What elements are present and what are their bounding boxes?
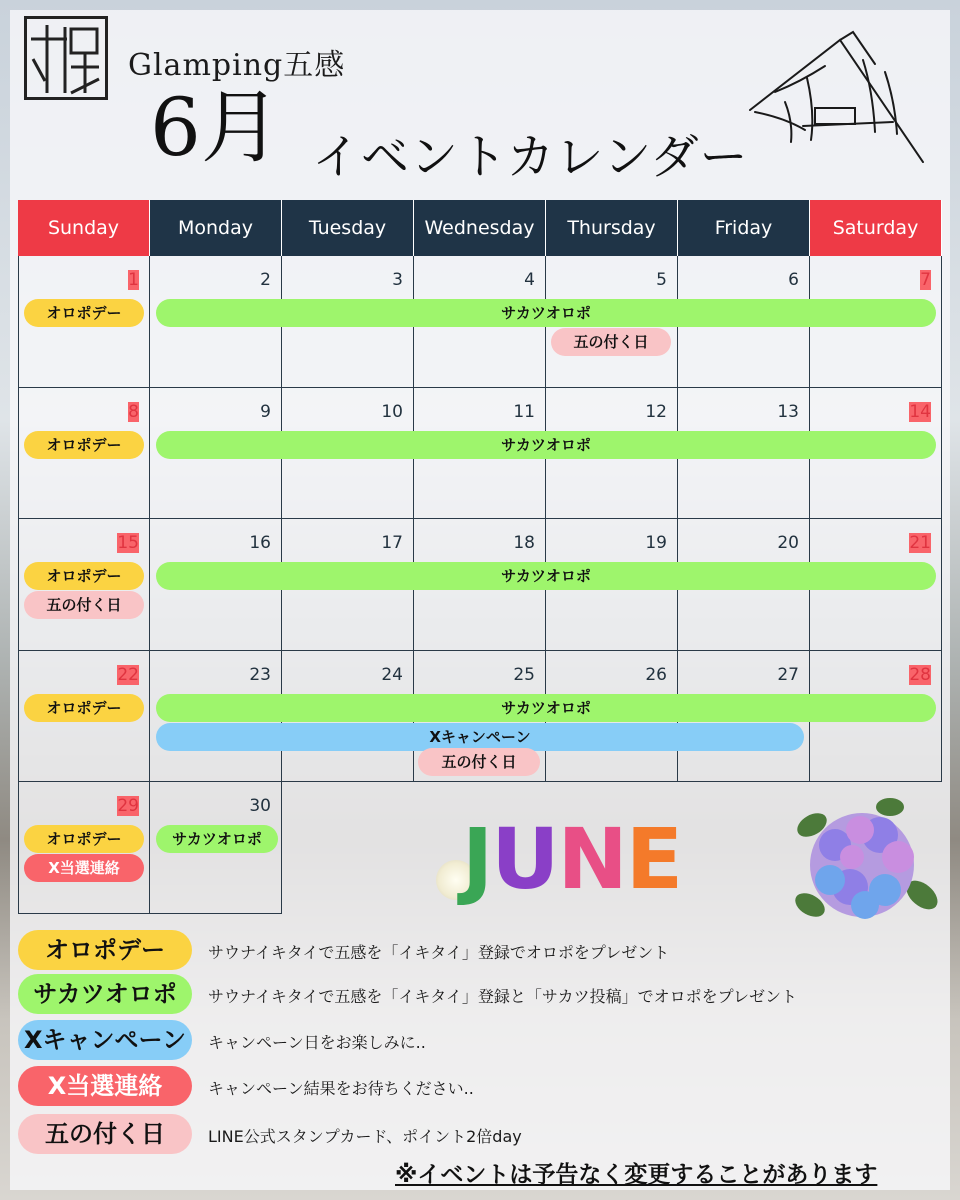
day-number: 14 — [909, 401, 931, 422]
june-letter: E — [625, 810, 682, 908]
day-number: 4 — [524, 270, 535, 290]
weekday-header-saturday: Saturday — [810, 200, 942, 256]
day-number: 22 — [117, 664, 139, 685]
event-pill[interactable]: オロポデー — [24, 562, 144, 590]
june-letter: J — [462, 810, 492, 908]
day-number: 16 — [249, 533, 271, 553]
event-pill[interactable]: 五の付く日 — [418, 748, 540, 776]
day-number: 25 — [513, 664, 535, 685]
day-number: 23 — [249, 664, 271, 685]
weekday-header-wednesday: Wednesday — [414, 200, 546, 256]
event-pill[interactable]: サカツオロポ — [156, 431, 936, 459]
day-number: 17 — [381, 533, 403, 553]
event-pill[interactable]: オロポデー — [24, 431, 144, 459]
day-number: 28 — [909, 664, 931, 685]
day-number: 15 — [117, 533, 139, 553]
day-number: 19 — [645, 533, 667, 553]
event-pill[interactable]: オロポデー — [24, 299, 144, 327]
legend-badge: Xキャンペーン — [18, 1020, 192, 1060]
legend-badge: X当選連絡 — [18, 1066, 192, 1106]
calendar-subtitle: イベントカレンダー — [312, 129, 749, 185]
day-number: 24 — [381, 664, 403, 685]
june-letter: U — [491, 810, 558, 908]
event-pill[interactable]: 五の付く日 — [24, 591, 144, 619]
day-number: 10 — [381, 401, 403, 422]
day-number: 6 — [788, 270, 799, 290]
legend-badge: オロポデー — [18, 930, 192, 970]
legend-badge: サカツオロポ — [18, 974, 192, 1014]
change-notice: ※イベントは予告なく変更することがあります — [395, 1162, 878, 1188]
legend-description: サウナイキタイで五感を「イキタイ」登録と「サカツ投稿」でオロポをプレゼント — [208, 987, 797, 1006]
weekday-header-tuesday: Tuesday — [282, 200, 414, 256]
legend-badge: 五の付く日 — [18, 1114, 192, 1154]
day-number: 21 — [909, 533, 931, 553]
logo-mark-icon — [27, 19, 105, 97]
event-pill[interactable]: 五の付く日 — [551, 328, 671, 356]
legend-description: サウナイキタイで五感を「イキタイ」登録でオロポをプレゼント — [208, 943, 670, 962]
day-number: 8 — [128, 401, 139, 422]
legend-description: キャンペーン結果をお待ちください.. — [208, 1079, 474, 1098]
day-number: 9 — [260, 401, 271, 422]
weekday-header-thursday: Thursday — [546, 200, 678, 256]
event-pill[interactable]: サカツオロポ — [156, 694, 936, 722]
day-number: 30 — [249, 796, 271, 816]
day-number: 29 — [117, 796, 139, 816]
day-number: 1 — [128, 270, 139, 290]
event-pill[interactable]: サカツオロポ — [156, 825, 278, 853]
weekday-header-sunday: Sunday — [18, 200, 150, 256]
june-decoration — [462, 810, 681, 908]
day-number: 20 — [777, 533, 799, 553]
brand-name: Glamping五感 — [128, 48, 346, 83]
day-number: 26 — [645, 664, 667, 685]
hydrangea-icon — [790, 795, 940, 940]
weekday-header-monday: Monday — [150, 200, 282, 256]
event-pill[interactable]: オロポデー — [24, 694, 144, 722]
event-pill[interactable]: Xキャンペーン — [156, 723, 804, 751]
tent-illustration-icon — [745, 22, 935, 172]
event-pill[interactable]: サカツオロポ — [156, 562, 936, 590]
event-pill[interactable]: オロポデー — [24, 825, 144, 853]
month-title: 6月 — [150, 81, 281, 174]
weekday-header-friday: Friday — [678, 200, 810, 256]
event-pill[interactable]: X当選連絡 — [24, 854, 144, 882]
day-number: 5 — [656, 270, 667, 290]
legend-description: LINE公式スタンプカード、ポイント2倍day — [208, 1127, 522, 1146]
day-number: 12 — [645, 401, 667, 422]
legend-description: キャンペーン日をお楽しみに.. — [208, 1033, 426, 1052]
day-number: 2 — [260, 270, 271, 290]
logo — [24, 16, 108, 100]
june-letter: N — [557, 810, 626, 908]
day-number: 18 — [513, 533, 535, 553]
day-number: 3 — [392, 270, 403, 290]
day-number: 7 — [920, 270, 931, 290]
event-pill[interactable]: サカツオロポ — [156, 299, 936, 327]
day-number: 13 — [777, 401, 799, 422]
day-number: 27 — [777, 664, 799, 685]
day-number: 11 — [513, 401, 535, 422]
